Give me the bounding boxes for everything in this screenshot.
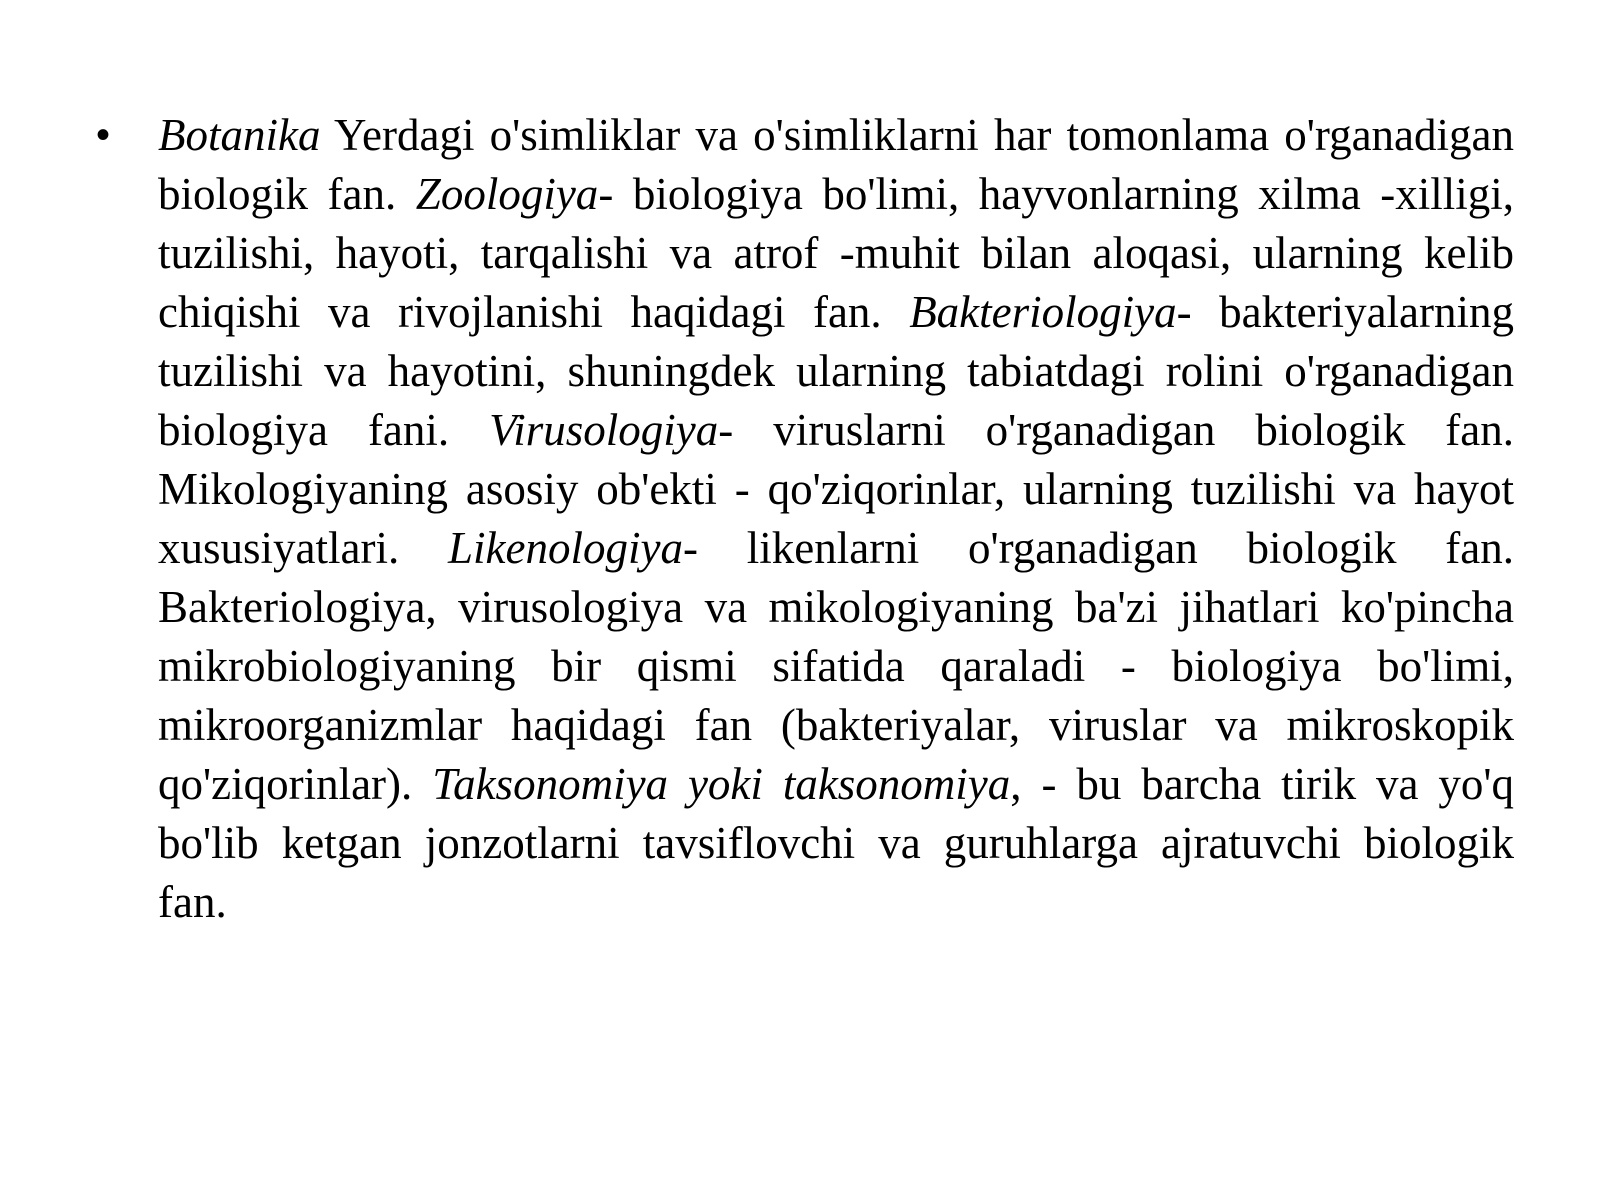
text-segment: - viruslarni o'rganadigan biologik fan. Mikologiyaning asosiy ob'ekti - qo'ziqorinlar, ularning tuzilishi va hayot xususiyatlari. <box>158 405 1514 573</box>
bullet-list <box>90 106 1514 932</box>
bullet-icon: • <box>96 113 111 157</box>
term-taksonomiya: Taksonomiya yoki taksonomiya <box>432 759 1011 809</box>
term-botanika: Botanika <box>158 110 321 160</box>
text-segment: - bakteriyalarning tuzilishi va hayotini, shuningdek ularning tabiatdagi rolini o'rganadigan biologiya fani. <box>158 287 1514 455</box>
text-segment: , - bu barcha tirik va yo'q bo'lib ketgan jonzotlarni tavsiflovchi va guruhlarga ajratuvchi biologik fan. <box>158 759 1515 927</box>
term-likenologiya: Likenologiya <box>448 523 683 573</box>
term-virusologiya: Virusologiya <box>489 405 719 455</box>
text-segment: - likenlarni o'rganadigan biologik fan. Bakteriologiya, virusologiya va mikologiyaning ba'zi jihatlari ko'pincha mikrobiologiyaning bir qismi sifatida qaraladi - biologiya bo'limi, mikroorganizmlar haqidagi fan (bakteriyalar, viruslar va mikroskopik qo'ziqorinlar). <box>158 523 1514 809</box>
text-segment: Yerdagi o'simliklar va o'simliklarni har tomonlama o'rganadigan biologik fan. <box>158 110 1514 219</box>
term-bakteriologiya: Bakteriologiya <box>909 287 1177 337</box>
text-segment: - biologiya bo'limi, hayvonlarning xilma -xilligi, tuzilishi, hayoti, tarqalishi va atrof -muhit bilan aloqasi, ularning kelib chiqishi va rivojlanishi haqidagi fan. <box>158 169 1515 337</box>
term-zoologiya: Zoologiya <box>415 169 599 219</box>
body-paragraph <box>158 106 1514 932</box>
bullet-item <box>90 106 1514 932</box>
